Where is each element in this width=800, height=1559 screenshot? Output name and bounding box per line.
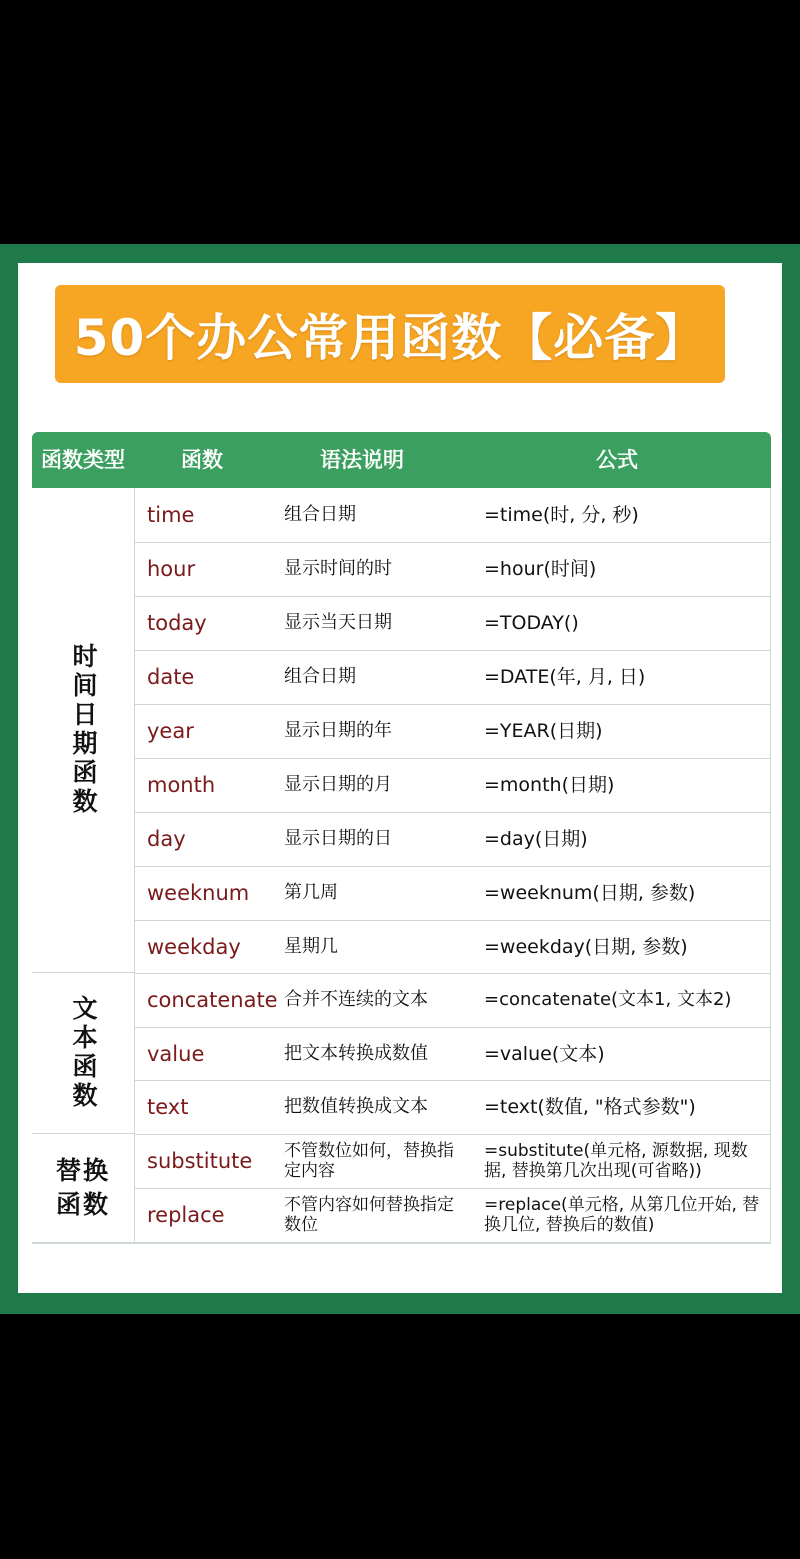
table-row: [134, 488, 770, 543]
syntax-description: 星期几: [284, 935, 338, 957]
syntax-description: 第几周: [284, 882, 338, 903]
table-row: [134, 973, 770, 1028]
formula: =hour(时间): [484, 558, 597, 580]
table-row: [134, 1027, 770, 1081]
table-row: [134, 1188, 770, 1243]
group-time-date: [32, 488, 135, 973]
formula: =time(时, 分, 秒): [484, 504, 639, 526]
syntax-description: 显示时间的时: [284, 558, 392, 579]
syntax-description: 显示日期的年: [284, 720, 392, 741]
function-name: today: [147, 611, 207, 635]
formula: =concatenate(文本1, 文本2): [484, 989, 732, 1010]
syntax-description: 组合日期: [284, 666, 356, 687]
function-name: text: [147, 1095, 189, 1119]
header-formula: 公式: [596, 448, 638, 472]
function-name: hour: [147, 557, 196, 581]
function-name: weeknum: [147, 881, 250, 905]
function-name: year: [147, 719, 194, 743]
formula: =replace(单元格, 从第几位开始, 替换几位, 替换后的数值): [484, 1195, 760, 1235]
formula: =day(日期): [484, 828, 588, 850]
syntax-description: 显示日期的月: [284, 774, 392, 795]
group-replace: [32, 1134, 135, 1243]
syntax-description: 组合日期: [284, 504, 356, 525]
function-name: replace: [147, 1203, 225, 1227]
syntax-description: 把文本转换成数值: [284, 1042, 428, 1064]
table-row: [134, 650, 770, 705]
function-name: weekday: [147, 934, 241, 959]
formula: =TODAY(): [484, 612, 579, 634]
function-name: time: [147, 503, 195, 527]
formula: =value(文本): [484, 1042, 605, 1065]
table-row: [134, 542, 770, 597]
header-syntax: 语法说明: [320, 448, 404, 472]
table-row: [134, 1134, 770, 1189]
formula: =DATE(年, 月, 日): [484, 666, 646, 688]
formula: =weekday(日期, 参数): [484, 935, 688, 958]
function-name: day: [147, 827, 186, 851]
table-row: [134, 596, 770, 651]
formula: =weeknum(日期, 参数): [484, 882, 696, 904]
group-text: [32, 973, 135, 1134]
formula: =text(数值, "格式参数"): [484, 1096, 696, 1118]
syntax-description: 不管内容如何替换指定数位: [284, 1195, 454, 1235]
group-label: 替换函数: [55, 1156, 110, 1219]
table-row: [134, 1080, 770, 1135]
syntax-description: 不管数位如何，替换指定内容: [284, 1141, 454, 1181]
table-row: [134, 866, 770, 921]
page-title: 50个办公常用函数【必备】: [55, 285, 725, 383]
table-row: [134, 758, 770, 813]
syntax-description: 合并不连续的文本: [284, 989, 428, 1010]
formula: =substitute(单元格, 源数据, 现数据, 替换第几次出现(可省略)): [484, 1141, 748, 1181]
formula: =month(日期): [484, 774, 615, 796]
header-type: 函数类型: [41, 448, 125, 472]
function-name: month: [147, 773, 216, 797]
function-name: substitute: [147, 1149, 253, 1173]
function-name: date: [147, 665, 195, 689]
table-border-right: [770, 488, 771, 1243]
header-function: 函数: [181, 448, 223, 472]
syntax-description: 显示日期的日: [284, 828, 392, 849]
group-label: 文本函数: [69, 995, 98, 1111]
table-row: [134, 920, 770, 974]
syntax-description: 显示当天日期: [284, 612, 392, 633]
table-header: [32, 432, 771, 488]
function-name: value: [147, 1041, 205, 1066]
table-border-bottom: [32, 1243, 771, 1244]
table-row: [134, 704, 770, 759]
formula: =YEAR(日期): [484, 720, 603, 742]
syntax-description: 把数值转换成文本: [284, 1096, 428, 1117]
table-row: [134, 812, 770, 867]
group-label: 时间日期函数: [69, 643, 98, 817]
function-name: concatenate: [147, 988, 278, 1012]
